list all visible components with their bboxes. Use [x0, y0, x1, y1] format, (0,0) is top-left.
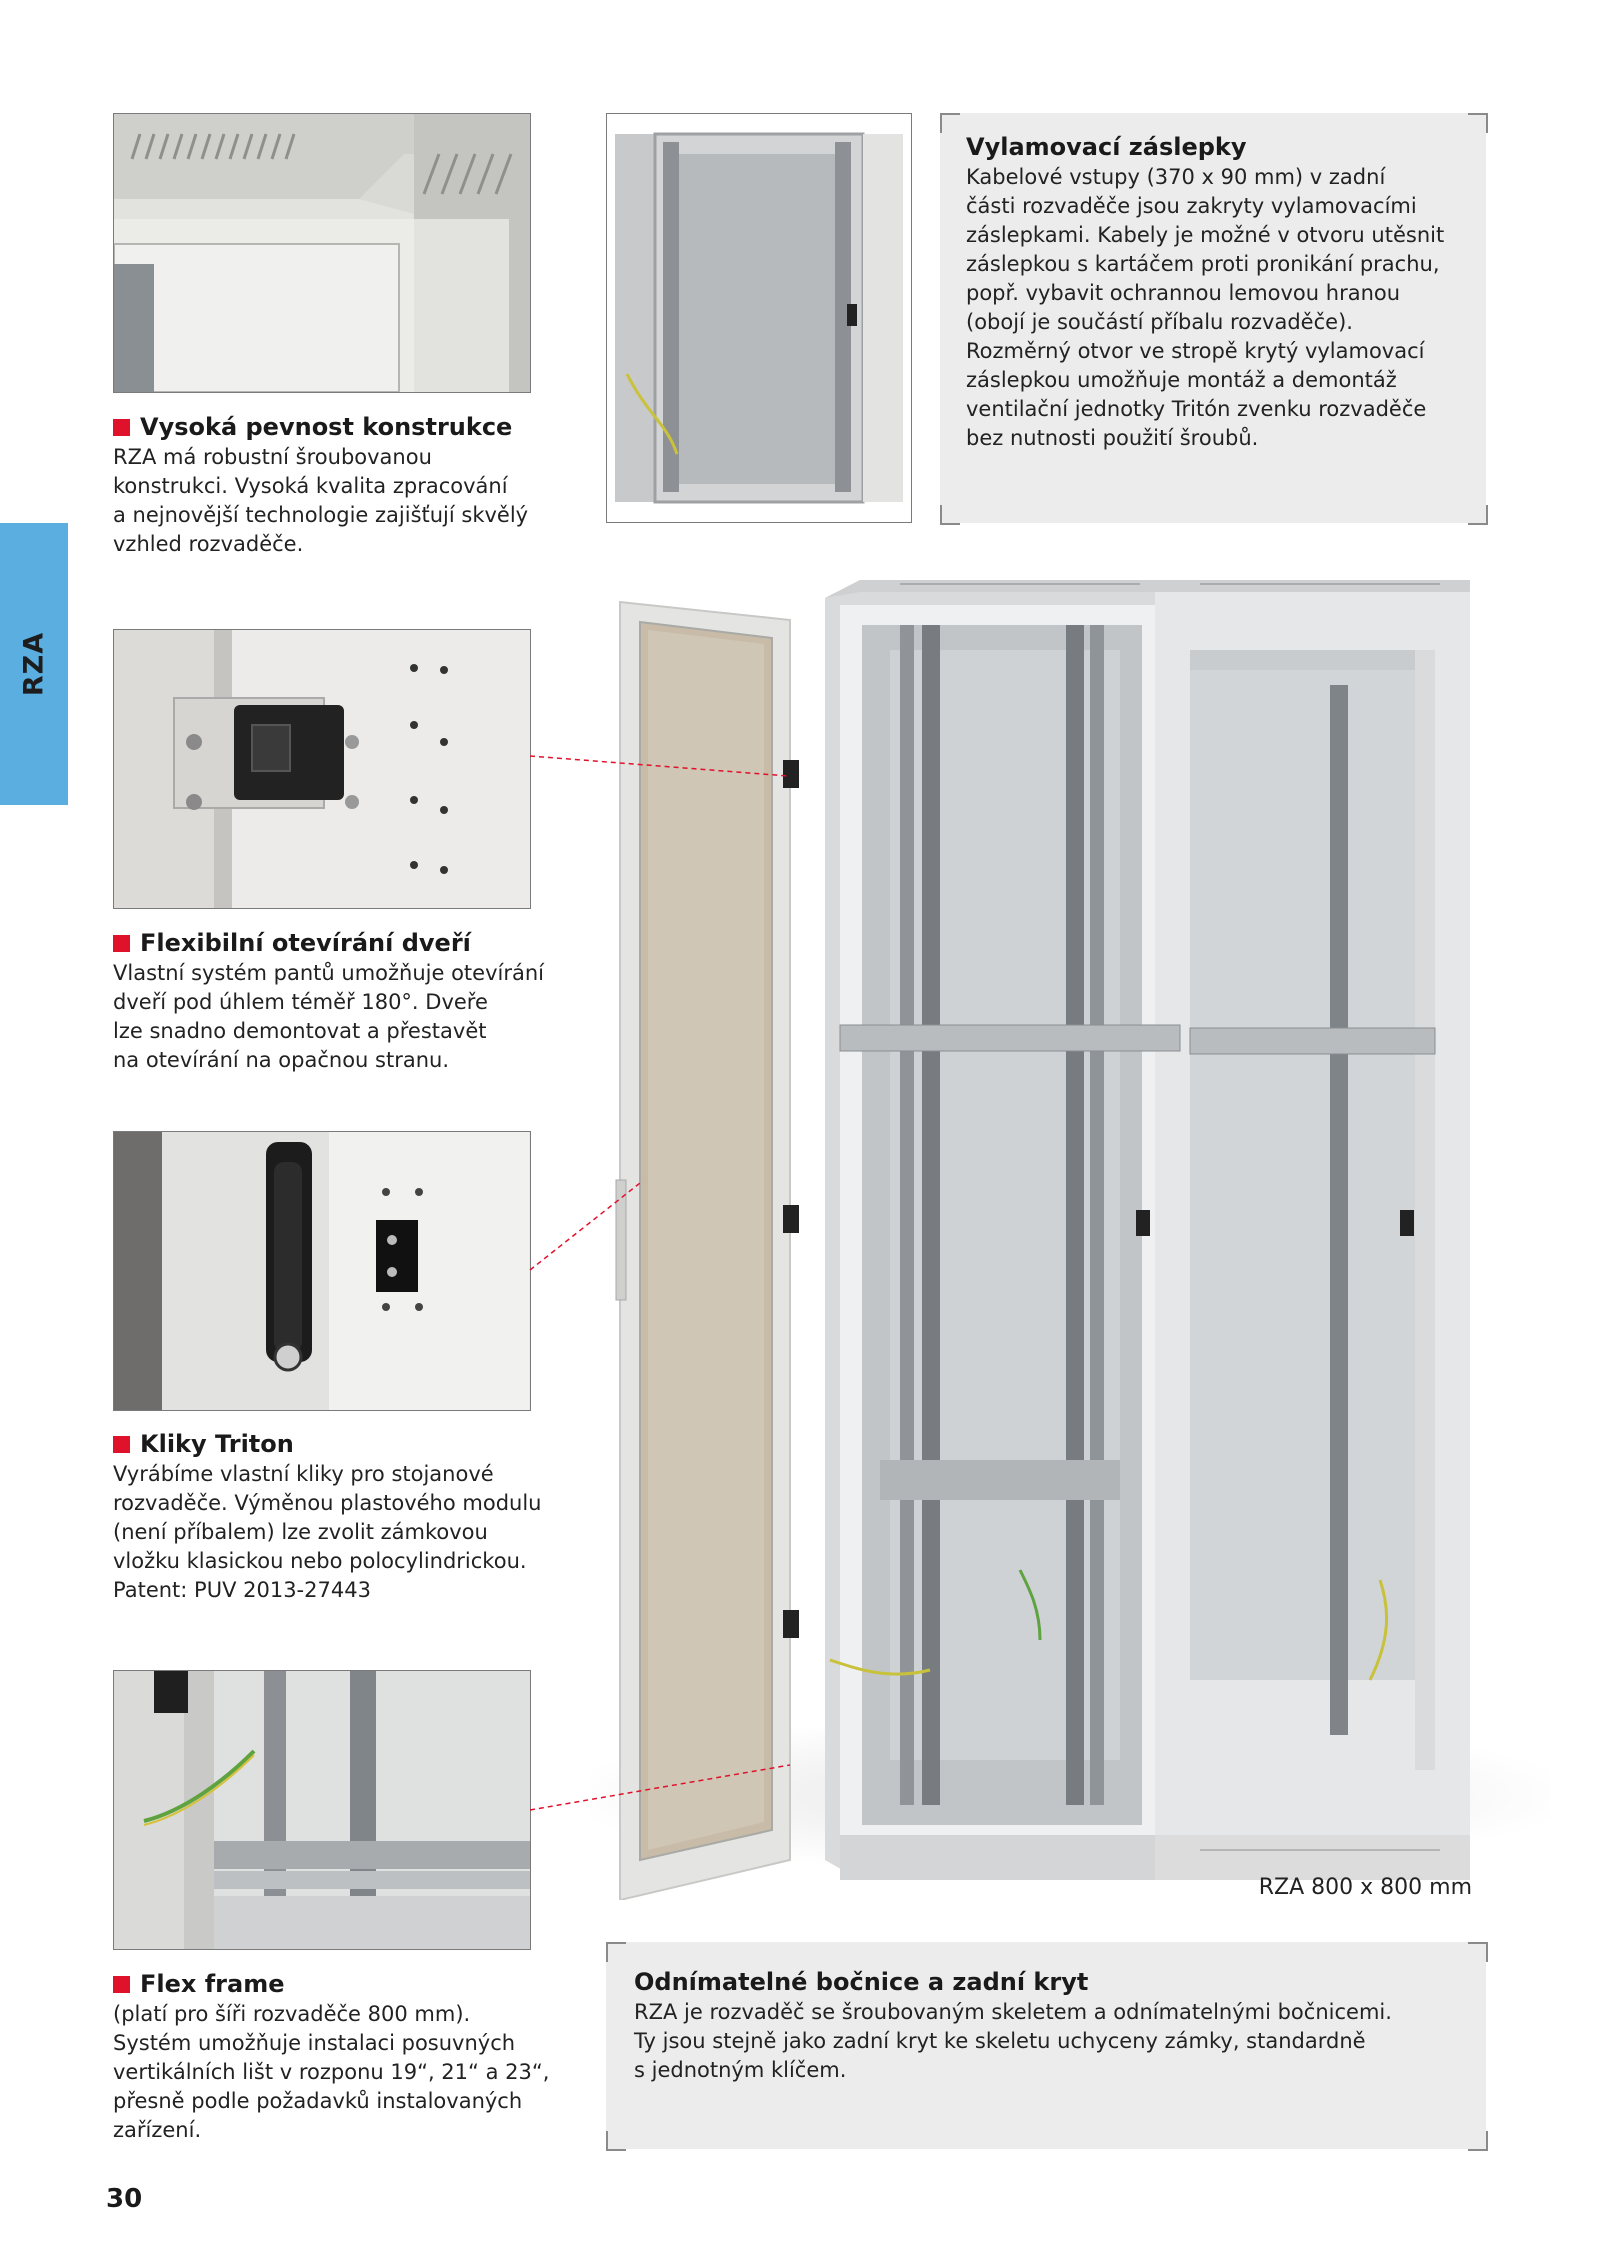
feature-handles-title: Kliky Triton	[113, 1430, 553, 1458]
corner-mark	[1468, 1942, 1488, 1962]
info-box-knockouts-text: Kabelové vstupy (370 x 90 mm) v zadní části rozvaděče jsou zakryty vylamovacími záslepkami. Kabely je možné v otvoru utěsnit záslepkou s kartáčem proti pronikání prachu, popř. vybavit ochrannou lemovou hranou (obojí je součástí příbalu rozvaděče). Rozměrný otvor ve stropě krytý vylamovací záslepkou umožňuje montáž a demontáž ventilační jednotky Tritón zvenku rozvaděče bez nutnosti použití šroubů.	[966, 165, 1445, 450]
bullet-square	[113, 419, 130, 436]
product-image-cabinet	[600, 580, 1480, 1900]
feature-door-opening-text: Vlastní systém pantů umožňuje otevírání dveří pod úhlem téměř 180°. Dveře lze snadno demontovat a přestavět na otevírání na opačnou stranu.	[113, 961, 544, 1072]
photo-hinge	[113, 629, 531, 909]
corner-mark	[1468, 113, 1488, 133]
feature-flex-frame	[113, 1970, 553, 2145]
corner-mark	[940, 505, 960, 525]
info-box-side-panels-title: Odnímatelné bočnice a zadní kryt	[634, 1968, 1089, 1996]
product-caption: RZA 800 x 800 mm	[1258, 1875, 1472, 1900]
corner-mark	[1468, 2131, 1488, 2151]
feature-flex-frame-title: Flex frame	[113, 1970, 553, 1998]
photo-handle	[113, 1131, 531, 1411]
feature-door-opening-title: Flexibilní otevírání dveří	[113, 929, 553, 957]
feature-construction-text: RZA má robustní šroubovanou konstrukci. Vysoká kvalita zpracování a nejnovější technologie zajišťují skvělý vzhled rozvaděče.	[113, 445, 529, 556]
bullet-square	[113, 935, 130, 952]
bullet-square	[113, 1976, 130, 1993]
page-number: 30	[106, 2184, 143, 2214]
info-box-knockouts-title: Vylamovací záslepky	[966, 133, 1247, 161]
feature-door-opening	[113, 929, 553, 1075]
photo-wall-cabinet	[606, 113, 912, 523]
corner-mark	[606, 1942, 626, 1962]
info-box-side-panels	[606, 1942, 1486, 2149]
corner-mark	[940, 113, 960, 133]
info-box-side-panels-text: RZA je rozvaděč se šroubovaným skeletem a odnímatelnými bočnicemi. Ty jsou stejně jako zadní kryt ke skeletu uchyceny zámky, standardně s jednotným klíčem.	[634, 2000, 1392, 2082]
feature-construction-title: Vysoká pevnost konstrukce	[113, 413, 553, 441]
corner-mark	[1468, 505, 1488, 525]
corner-mark	[606, 2131, 626, 2151]
bullet-square	[113, 1436, 130, 1453]
photo-cabinet-top	[113, 113, 531, 393]
feature-handles-text: Vyrábíme vlastní kliky pro stojanové rozvaděče. Výměnou plastového modulu (není příbalem) lze zvolit zámkovou vložku klasickou nebo polocylindrickou. Patent: PUV 2013-27443	[113, 1462, 542, 1602]
section-tab	[0, 523, 68, 805]
section-tab-label: RZA	[18, 631, 50, 697]
feature-flex-frame-text: (platí pro šíři rozvaděče 800 mm). Systém umožňuje instalaci posuvných vertikálních lišt v rozponu 19“, 21“ a 23“, přesně podle požadavků instalovaných zařízení.	[113, 2002, 550, 2142]
photo-flex-frame	[113, 1670, 531, 1950]
feature-handles	[113, 1430, 553, 1605]
info-box-knockouts	[940, 113, 1486, 523]
feature-construction	[113, 413, 553, 559]
